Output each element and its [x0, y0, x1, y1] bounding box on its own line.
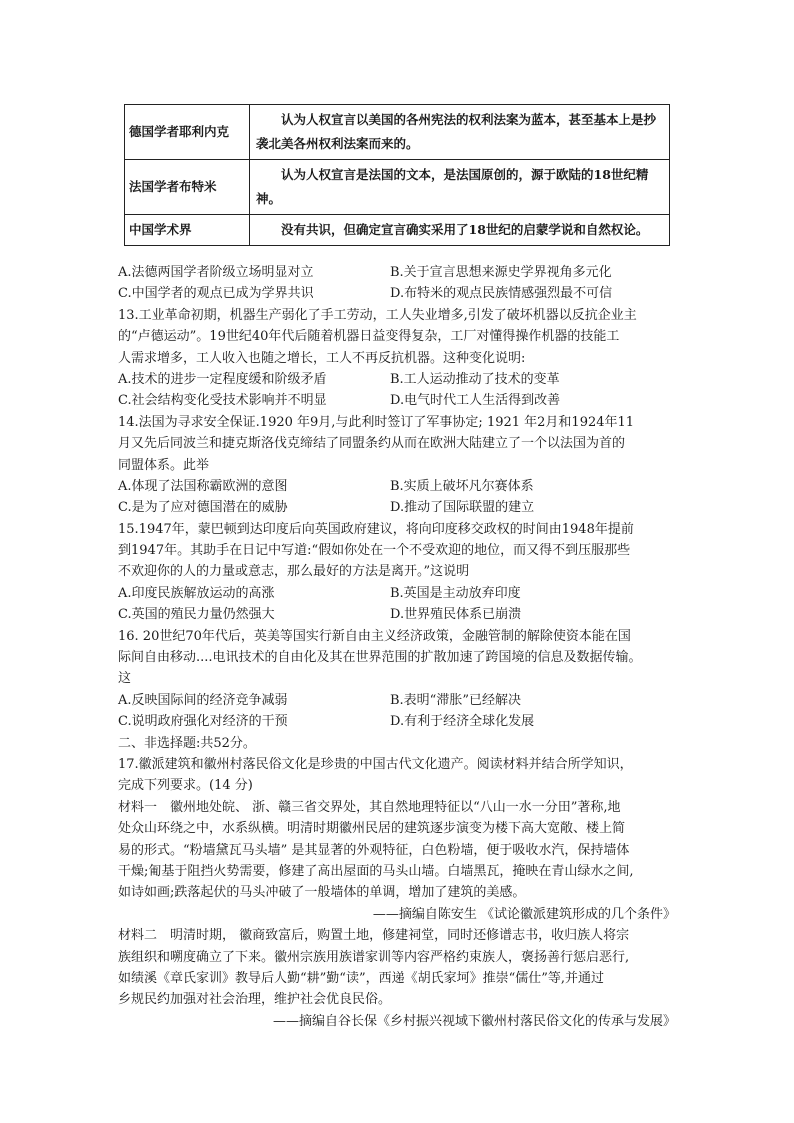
q16-stem-line: 16. 20世纪70年代后，英美等国实行新自由主义经济政策，金融管制的解除使资本能在国 [118, 628, 631, 644]
q12-options-row-1 [118, 262, 678, 283]
table-row [125, 105, 670, 160]
q13-stem-line: 人需求增多，工人收入也随之增长，工人不再反抗机器。这种变化说明: [118, 350, 526, 366]
material-source: ——摘编自谷长保《乡村振兴视域下徽州村落民俗文化的传承与发展》 [272, 1013, 676, 1029]
q16-options-row-1 [118, 690, 678, 711]
material-line: 材料二 明清时期， 徽商致富后，购置土地，修建祠堂，同时还修谱志书，收归族人将宗 [118, 928, 630, 944]
q15-stem-line: 15.1947年，蒙巴顿到达印度后向英国政府建议，将向印度移交政权的时间由1948年提前 [118, 521, 634, 537]
q13-option-b: B.工人运动推动了技术的变革 [390, 371, 560, 387]
table-row [125, 215, 670, 246]
material-source: ——摘编自陈安生 《试论徽派建筑形成的几个条件》 [372, 906, 676, 922]
q14-option-a: A.体现了法国称霸欧洲的意图 [118, 478, 288, 494]
q15-option-a: A.印度民族解放运动的高涨 [118, 585, 275, 601]
material-line: 材料一 徽州地处皖、 浙、赣三省交界处，其自然地理特征以“八山一水一分田”著称,地 [118, 799, 621, 815]
q12-option-a: A.法德两国学者阶级立场明显对立 [118, 265, 314, 280]
q16-options-row-2 [118, 711, 678, 732]
material-line: 干燥;匍基于阻挡火势需要，修建了高出屋面的马头山墙。白墙黑瓦，掩映在青山绿水之间, [118, 863, 634, 879]
scholar-view: 认为人权宣言以美国的各州宪法的权利法案为蓝本，甚至基本上是抄袭北美各州权利法案而来的。 [250, 105, 670, 160]
material-line: 处众山环绕之中，水系纵横。明清时期徽州民居的建筑逐步演变为楼下高大宽敞、楼上简 [118, 821, 626, 837]
q15-options-row-2 [118, 604, 678, 625]
q16-stem-line: 际间自由移动....电讯技术的自由化及其在世界范围的扩散加速了跨国境的信息及数据传输。 [118, 650, 642, 666]
q14-stem-line: 月又先后同波兰和捷克斯洛伐克缔结了同盟条约从而在欧洲大陆建立了一个以法国为首的 [118, 436, 626, 452]
q12-option-c: C.中国学者的观点已成为学界共识 [118, 286, 314, 302]
q14-option-d: D.推动了国际联盟的建立 [390, 500, 535, 516]
q15-stem-line: 到1947年。其助手在日记中写道:“假如你处在一个不受欢迎的地位，而又得不到压服那些 [118, 543, 631, 559]
q14-stem-line: 14.法国为寻求安全保证.1920 年9月,与此利时签订了军事协定; 1921 年2月和1924年11 [118, 414, 635, 430]
q13-stem-line: 13.工业革命初期，机器生产弱化了手工劳动，工人失业增多,引发了破坏机器以反抗企业主 [118, 307, 637, 323]
q16-option-b: B.表明“滞胀”已经解决 [390, 692, 521, 708]
q14-option-c: C.是为了应对德国潜在的威胁 [118, 500, 288, 516]
q13-options-row-2 [118, 390, 678, 411]
section-heading: 二、非选择题:共52分。 [118, 735, 256, 751]
q15-stem-line: 不欢迎你的人的力量或意志，那么最好的方法是离开。”这说明 [118, 564, 470, 580]
scholar-name: 德国学者耶利内克 [125, 105, 250, 160]
q15-options-row-1 [118, 583, 678, 604]
q13-option-d: D.电气时代工人生活得到改善 [390, 393, 561, 409]
table-row [125, 160, 670, 215]
scholar-view: 认为人权宣言是法国的文本，是法国原创的，源于欧陆的18世纪精神。 [250, 160, 670, 215]
material-line: 如绩溪《章氏家训》教导后人勤“耕”勤“读”，西递《胡氏家坷》推崇“儒仕”等,并通过 [118, 970, 605, 986]
exam-body [118, 262, 678, 1032]
scholar-views-table [124, 104, 670, 246]
q15-option-b: B.英国是主动放弃印度 [390, 585, 521, 601]
q13-options-row-1 [118, 369, 678, 390]
material-line: 乡规民约加强对社会治理，维护社会优良民俗。 [118, 992, 392, 1008]
material-line: 易的形式。“粉墙黛瓦马头墙” 是其显著的外观特征，白色粉墙，便于吸收水汽，保持墙体 [118, 842, 630, 858]
q16-option-d: D.有利于经济全球化发展 [390, 714, 535, 730]
q13-option-a: A.技术的进步一定程度缓和阶级矛盾 [118, 371, 327, 387]
q12-option-d: D.布特米的观点民族情感强烈最不可信 [390, 286, 613, 302]
scholar-view: 没有共识，但确定宣言确实采用了18世纪的启蒙学说和自然权论。 [250, 215, 670, 246]
scholar-name: 中国学术界 [125, 215, 250, 246]
q14-stem-line: 同盟体系。此举 [118, 457, 210, 473]
q14-options-row-1 [118, 476, 678, 497]
scholar-name: 法国学者布特米 [125, 160, 250, 215]
q16-option-a: A.反映国际间的经济竞争减弱 [118, 692, 288, 708]
q13-stem-line: 的“卢德运动”。19世纪40年代后随着机器日益变得复杂，工厂对懂得操作机器的技能工 [118, 329, 620, 345]
q15-option-d: D.世界殖民体系已崩溃 [390, 607, 522, 623]
material-line: 如诗如画;跌落起伏的马头冲破了一般墙体的单调，增加了建筑的美感。 [118, 885, 526, 901]
q17-stem-line: 完成下列要求。(14 分) [118, 778, 253, 794]
q12-option-b: B.关于宣言思想来源史学界视角多元化 [390, 265, 612, 280]
q16-stem-line: 这 [118, 671, 132, 687]
material-line: 族组织和嗍度确立了下来。徽州宗族用族谱家训等内容严格约束族人，褒扬善行惩启恶行, [118, 949, 630, 965]
q14-options-row-2 [118, 497, 678, 518]
q14-option-b: B.实质上破坏凡尔赛体系 [390, 478, 534, 494]
q15-option-c: C.英国的殖民力量仍然强大 [118, 607, 275, 623]
q12-options-row-2 [118, 283, 678, 304]
q17-stem-line: 17.徽派建筑和徽州村落民俗文化是珍贵的中国古代文化遗产。阅读材料并结合所学知识， [118, 756, 633, 772]
q13-option-c: C.社会结构变化受技术影响并不明显 [118, 393, 327, 409]
q16-option-c: C.说明政府强化对经济的干预 [118, 714, 288, 730]
